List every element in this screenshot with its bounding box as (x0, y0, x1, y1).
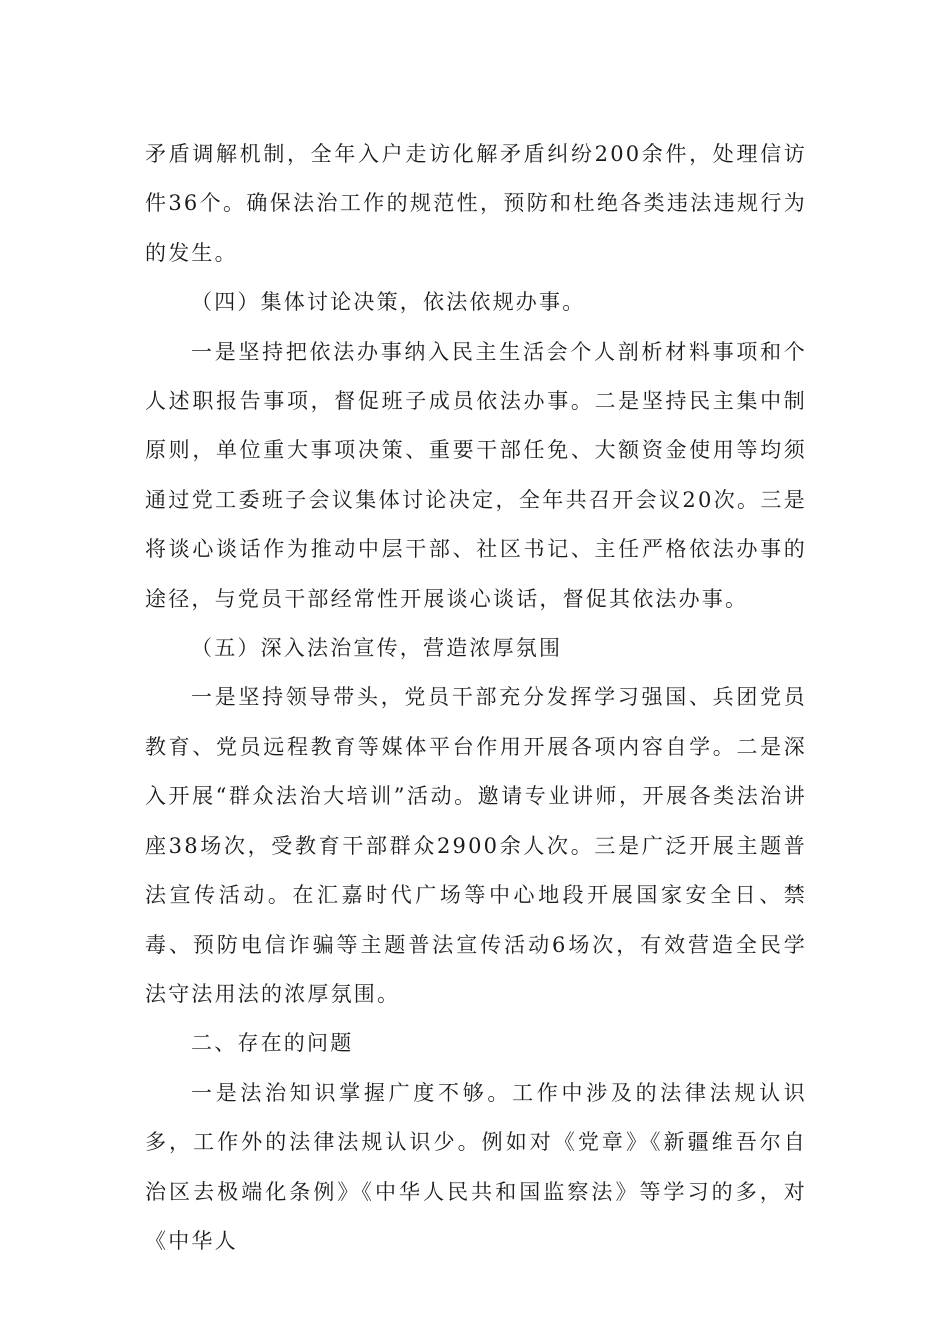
paragraph-continuation: 矛盾调解机制，全年入户走访化解矛盾纠纷200余件，处理信访件36个。确保法治工作的规范性，预防和杜绝各类违法违规行为的发生。 (145, 142, 807, 265)
section-heading-5: （五）深入法治宣传，营造浓厚氛围 (191, 636, 563, 661)
section-heading-4: （四）集体讨论决策，依法依规办事。 (191, 290, 586, 315)
paragraph-problems-body: 一是法治知识掌握广度不够。工作中涉及的法律法规认识多，工作外的法律法规认识少。例如对《党章》《新疆维吾尔自治区去极端化条例》《中华人民共和国监察法》等学习的多，对《中华人 (145, 1080, 807, 1253)
document-body (145, 130, 807, 1266)
paragraph-section-5-body: 一是坚持领导带头，党员干部充分发挥学习强国、兵团党员教育、党员远程教育等媒体平台作用开展各项内容自学。二是深入开展“群众法治大培训”活动。邀请专业讲师，开展各类法治讲座38场次，受教育干部群众2900余人次。三是广泛开展主题普法宣传活动。在汇嘉时代广场等中心地段开展国家安全日、禁毒、预防电信诈骗等主题普法宣传活动6场次，有效营造全民学法守法用法的浓厚氛围。 (145, 685, 807, 1006)
paragraph-section-4-body: 一是坚持把依法办事纳入民主生活会个人剖析材料事项和个人述职报告事项，督促班子成员依法办事。二是坚持民主集中制原则，单位重大事项决策、重要干部任免、大额资金使用等均须通过党工委班子会议集体讨论决定，全年共召开会议20次。三是将谈心谈话作为推动中层干部、社区书记、主任严格依法办事的途径，与党员干部经常性开展谈心谈话，督促其依法办事。 (145, 339, 807, 611)
section-heading-problems: 二、存在的问题 (191, 1031, 354, 1056)
